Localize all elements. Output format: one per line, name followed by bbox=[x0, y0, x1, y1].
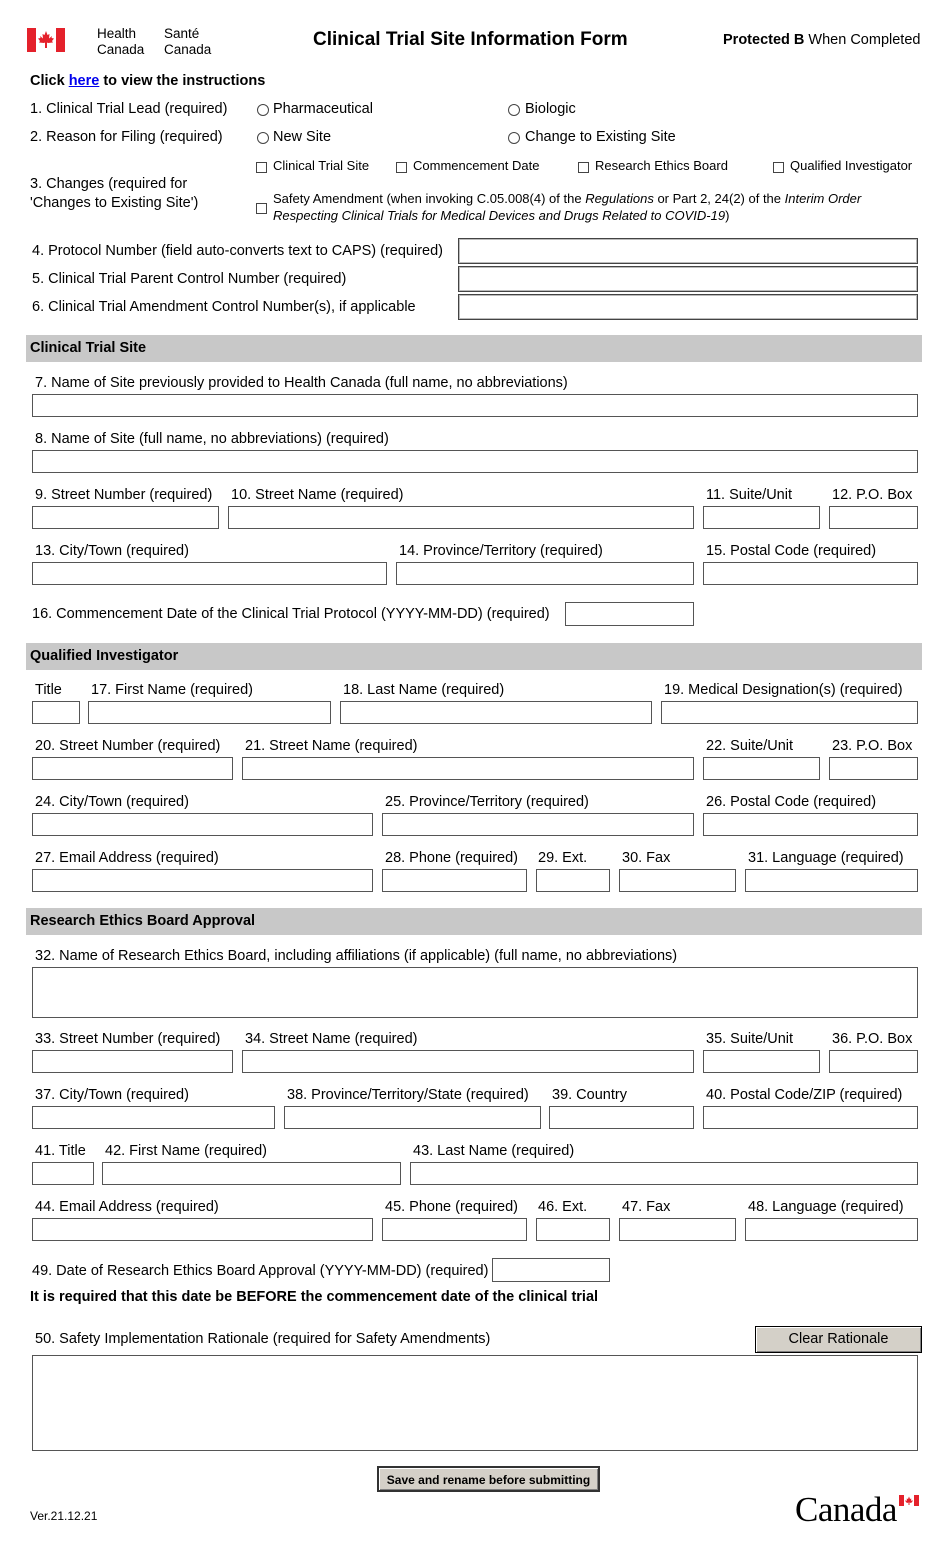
q3-label-line2: 'Changes to Existing Site') bbox=[30, 195, 199, 211]
protected-label bbox=[723, 32, 920, 49]
q26-label: 26. Postal Code (required) bbox=[706, 794, 877, 810]
q8-label: 8. Name of Site (full name, no abbreviations) (required) bbox=[35, 431, 389, 447]
reb-approval-date-input[interactable] bbox=[492, 1258, 610, 1282]
site-name-input[interactable] bbox=[32, 450, 918, 473]
q21-label: 21. Street Name (required) bbox=[245, 738, 418, 754]
q40-label: 40. Postal Code/ZIP (required) bbox=[706, 1087, 903, 1103]
qi-first-name-input[interactable] bbox=[88, 701, 331, 724]
q25-label: 25. Province/Territory (required) bbox=[385, 794, 589, 810]
q1-opt1-label: Pharmaceutical bbox=[273, 101, 373, 117]
safety-text-a: Safety Amendment (when invoking C.05.008(4) of the bbox=[273, 191, 586, 206]
q2-label: 2. Reason for Filing (required) bbox=[30, 129, 223, 145]
dept-fr-line2: Canada bbox=[164, 42, 212, 57]
q3-safety-line2 bbox=[273, 208, 729, 224]
q29-label: 29. Ext. bbox=[538, 850, 588, 866]
q24-label: 24. City/Town (required) bbox=[35, 794, 189, 810]
qi-suite-input[interactable] bbox=[703, 757, 820, 780]
q49-label: 49. Date of Research Ethics Board Approval (YYYY-MM-DD) (required) bbox=[32, 1263, 489, 1279]
q16-label: 16. Commencement Date of the Clinical Trial Protocol (YYYY-MM-DD) (required) bbox=[32, 606, 550, 622]
qi-street-name-input[interactable] bbox=[242, 757, 694, 780]
reb-language-input[interactable] bbox=[745, 1218, 918, 1241]
instructions-prefix: Click bbox=[30, 73, 69, 89]
canada-wordmark bbox=[795, 1488, 925, 1530]
reb-last-name-input[interactable] bbox=[410, 1162, 918, 1185]
commencement-date-input[interactable] bbox=[565, 602, 694, 626]
site-postal-code-input[interactable] bbox=[703, 562, 918, 585]
q3-c1-label: Clinical Trial Site bbox=[273, 158, 370, 173]
q1-label: 1. Clinical Trial Lead (required) bbox=[30, 101, 228, 117]
section-qualified-investigator bbox=[26, 643, 922, 670]
qi-city-input[interactable] bbox=[32, 813, 373, 836]
reb-name-input[interactable] bbox=[32, 967, 918, 1018]
q1-opt2-label: Biologic bbox=[525, 101, 576, 117]
parent-control-number-input[interactable] bbox=[458, 266, 918, 292]
qi-province-input[interactable] bbox=[382, 813, 694, 836]
reb-po-box-input[interactable] bbox=[829, 1050, 918, 1073]
q3-label-line1: 3. Changes (required for bbox=[30, 176, 188, 192]
section-clinical-trial-site bbox=[26, 335, 922, 362]
dept-en-line1: Health bbox=[97, 26, 137, 41]
site-city-input[interactable] bbox=[32, 562, 387, 585]
reb-email-input[interactable] bbox=[32, 1218, 373, 1241]
q4-label: 4. Protocol Number (field auto-converts text to CAPS) (required) bbox=[32, 243, 443, 259]
q23-label: 23. P.O. Box bbox=[832, 738, 913, 754]
q38-label: 38. Province/Territory/State (required) bbox=[287, 1087, 529, 1103]
qi-street-number-input[interactable] bbox=[32, 757, 233, 780]
q17-label: 17. First Name (required) bbox=[91, 682, 253, 698]
q13-label: 13. City/Town (required) bbox=[35, 543, 189, 559]
q42-label: 42. First Name (required) bbox=[105, 1143, 267, 1159]
canada-flag-icon bbox=[27, 28, 65, 52]
checkbox-safety-amendment[interactable] bbox=[256, 203, 267, 214]
protocol-number-input[interactable] bbox=[458, 238, 918, 264]
reb-fax-input[interactable] bbox=[619, 1218, 736, 1241]
reb-province-input[interactable] bbox=[284, 1106, 541, 1129]
q46-label: 46. Ext. bbox=[538, 1199, 588, 1215]
q3-c2-label: Commencement Date bbox=[413, 158, 540, 173]
q10-label: 10. Street Name (required) bbox=[231, 487, 404, 503]
q41-label: 41. Title bbox=[35, 1143, 86, 1159]
q2-opt2-label: Change to Existing Site bbox=[525, 129, 676, 145]
q28-label: 28. Phone (required) bbox=[385, 850, 518, 866]
q20-label: 20. Street Number (required) bbox=[35, 738, 221, 754]
checkbox-qualified-investigator[interactable] bbox=[773, 162, 784, 173]
qi-title-input[interactable] bbox=[32, 701, 80, 724]
checkbox-clinical-trial-site[interactable] bbox=[256, 162, 267, 173]
clear-rationale-button[interactable]: Clear Rationale bbox=[755, 1326, 922, 1353]
section-research-ethics-board bbox=[26, 908, 922, 935]
site-street-number-input[interactable] bbox=[32, 506, 219, 529]
dept-en-line2: Canada bbox=[97, 42, 145, 57]
site-suite-input[interactable] bbox=[703, 506, 820, 529]
safety-text-f: ) bbox=[725, 208, 730, 223]
reb-first-name-input[interactable] bbox=[102, 1162, 401, 1185]
q18-label: 18. Last Name (required) bbox=[343, 682, 505, 698]
radio-change-existing-site[interactable] bbox=[508, 132, 520, 144]
reb-postal-code-input[interactable] bbox=[703, 1106, 918, 1129]
instructions-link[interactable]: here bbox=[68, 73, 100, 89]
version-label: Ver.21.12.21 bbox=[30, 1509, 98, 1523]
q3-safety-line1 bbox=[273, 191, 861, 207]
q5-label: 5. Clinical Trial Parent Control Number (required) bbox=[32, 271, 347, 287]
q2-opt1-label: New Site bbox=[273, 129, 332, 145]
q39-label: 39. Country bbox=[552, 1087, 627, 1103]
q6-label: 6. Clinical Trial Amendment Control Number(s), if applicable bbox=[32, 299, 416, 315]
previous-site-name-input[interactable] bbox=[32, 394, 918, 417]
q9-label: 9. Street Number (required) bbox=[35, 487, 213, 503]
q3-c4-label: Qualified Investigator bbox=[790, 158, 913, 173]
wordmark-flag-icon bbox=[899, 1495, 919, 1506]
dept-fr-line1: Santé bbox=[164, 26, 200, 41]
qi-title-label: Title bbox=[35, 682, 62, 698]
safety-rationale-textarea[interactable] bbox=[32, 1355, 918, 1451]
safety-text-c: or Part 2, 24(2) of the bbox=[653, 191, 785, 206]
reb-title-input[interactable] bbox=[32, 1162, 94, 1185]
qi-ext-input[interactable] bbox=[536, 869, 610, 892]
q35-label: 35. Suite/Unit bbox=[706, 1031, 794, 1047]
safety-text-d: Interim Order bbox=[784, 191, 862, 206]
qi-last-name-input[interactable] bbox=[340, 701, 652, 724]
q30-label: 30. Fax bbox=[622, 850, 671, 866]
protected-b: Protected B bbox=[723, 32, 805, 48]
q50-label: 50. Safety Implementation Rationale (required for Safety Amendments) bbox=[35, 1331, 491, 1347]
qi-postal-code-input[interactable] bbox=[703, 813, 918, 836]
site-province-input[interactable] bbox=[396, 562, 694, 585]
reb-street-number-input[interactable] bbox=[32, 1050, 233, 1073]
qi-email-input[interactable] bbox=[32, 869, 373, 892]
checkbox-research-ethics-board[interactable] bbox=[578, 162, 589, 173]
qi-language-input[interactable] bbox=[745, 869, 918, 892]
q15-label: 15. Postal Code (required) bbox=[706, 543, 877, 559]
instructions-line bbox=[30, 73, 265, 90]
q12-label: 12. P.O. Box bbox=[832, 487, 913, 503]
q44-label: 44. Email Address (required) bbox=[35, 1199, 219, 1215]
site-po-box-input[interactable] bbox=[829, 506, 918, 529]
q43-label: 43. Last Name (required) bbox=[413, 1143, 575, 1159]
q22-label: 22. Suite/Unit bbox=[706, 738, 794, 754]
section-site-title: Clinical Trial Site bbox=[30, 340, 147, 356]
q47-label: 47. Fax bbox=[622, 1199, 671, 1215]
protected-rest: When Completed bbox=[804, 32, 921, 48]
instructions-suffix: to view the instructions bbox=[99, 73, 266, 89]
q33-label: 33. Street Number (required) bbox=[35, 1031, 221, 1047]
q49-note: It is required that this date be BEFORE the commencement date of the clinical trial bbox=[30, 1289, 599, 1305]
reb-suite-input[interactable] bbox=[703, 1050, 820, 1073]
q36-label: 36. P.O. Box bbox=[832, 1031, 913, 1047]
reb-city-input[interactable] bbox=[32, 1106, 275, 1129]
radio-pharmaceutical[interactable] bbox=[257, 104, 269, 116]
save-rename-button[interactable]: Save and rename before submitting bbox=[377, 1466, 600, 1492]
radio-new-site[interactable] bbox=[257, 132, 269, 144]
site-street-name-input[interactable] bbox=[228, 506, 694, 529]
qi-po-box-input[interactable] bbox=[829, 757, 918, 780]
canada-wordmark-text: Canada bbox=[795, 1490, 897, 1529]
q45-label: 45. Phone (required) bbox=[385, 1199, 518, 1215]
section-qi-title: Qualified Investigator bbox=[30, 648, 179, 664]
checkbox-commencement-date[interactable] bbox=[396, 162, 407, 173]
qi-fax-input[interactable] bbox=[619, 869, 736, 892]
q31-label: 31. Language (required) bbox=[748, 850, 904, 866]
amendment-control-number-input[interactable] bbox=[458, 294, 918, 320]
reb-ext-input[interactable] bbox=[536, 1218, 610, 1241]
q11-label: 11. Suite/Unit bbox=[706, 487, 792, 503]
reb-street-name-input[interactable] bbox=[242, 1050, 694, 1073]
q3-c3-label: Research Ethics Board bbox=[595, 158, 728, 173]
q34-label: 34. Street Name (required) bbox=[245, 1031, 418, 1047]
section-reb-title: Research Ethics Board Approval bbox=[30, 913, 256, 929]
q19-label: 19. Medical Designation(s) (required) bbox=[664, 682, 903, 698]
safety-text-e: Respecting Clinical Trials for Medical Devices and Drugs Related to COVID-19 bbox=[273, 208, 726, 223]
q32-label: 32. Name of Research Ethics Board, including affiliations (if applicable) (full name, no abbreviations) bbox=[35, 948, 678, 964]
q7-label: 7. Name of Site previously provided to Health Canada (full name, no abbreviations) bbox=[35, 375, 568, 391]
q37-label: 37. City/Town (required) bbox=[35, 1087, 189, 1103]
safety-text-b: Regulations bbox=[585, 191, 654, 206]
page-title: Clinical Trial Site Information Form bbox=[313, 29, 628, 50]
q27-label: 27. Email Address (required) bbox=[35, 850, 219, 866]
qi-phone-input[interactable] bbox=[382, 869, 527, 892]
reb-country-input[interactable] bbox=[549, 1106, 694, 1129]
q48-label: 48. Language (required) bbox=[748, 1199, 904, 1215]
qi-medical-designation-input[interactable] bbox=[661, 701, 918, 724]
q14-label: 14. Province/Territory (required) bbox=[399, 543, 603, 559]
radio-biologic[interactable] bbox=[508, 104, 520, 116]
reb-phone-input[interactable] bbox=[382, 1218, 527, 1241]
